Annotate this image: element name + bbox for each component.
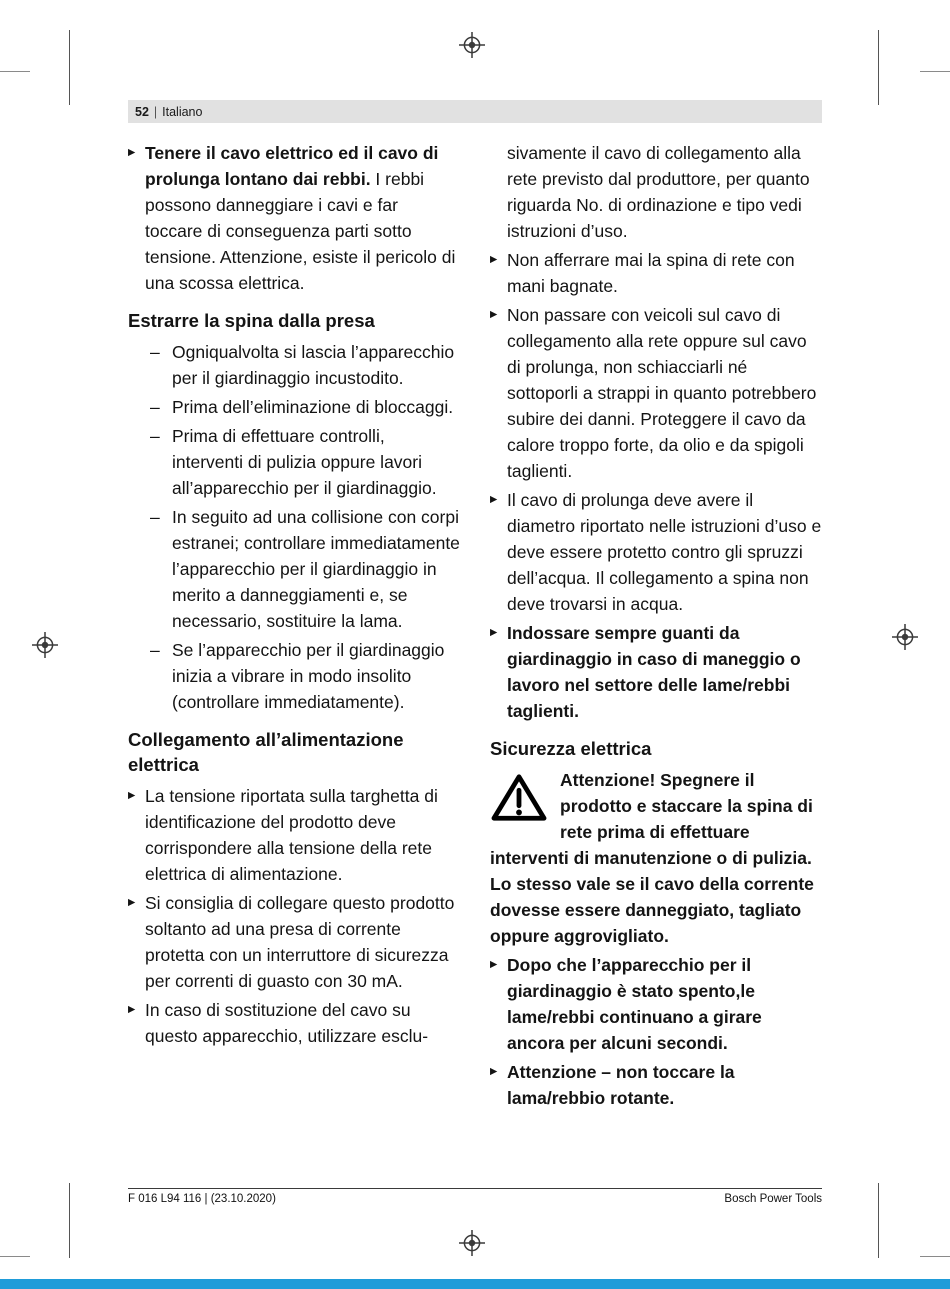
section-heading-unplug: Estrarre la spina dalla presa	[128, 310, 375, 331]
triangle-bullet-icon: ▶	[490, 627, 498, 638]
bullet-item-bold	[490, 620, 822, 724]
dash-marker: –	[150, 507, 160, 527]
triangle-bullet-icon: ▶	[490, 1066, 498, 1077]
bullet-item-bold	[490, 1059, 822, 1111]
bullet-item	[128, 890, 460, 994]
crop-mark	[69, 1183, 70, 1258]
warning-triangle-icon	[490, 772, 548, 824]
dash-item-text: Prima di effettuare controlli, interventi di pulizia oppure lavori all’apparecchio per il giardinaggio.	[172, 426, 437, 498]
language-label: Italiano	[162, 104, 203, 119]
crop-mark	[878, 1183, 879, 1258]
dash-list-item	[150, 637, 460, 715]
bullet-text: Non afferrare mai la spina di rete con mani bagnate.	[507, 250, 795, 296]
dash-marker: –	[150, 397, 160, 417]
bullet-item	[128, 997, 460, 1049]
bullet-item	[490, 487, 822, 617]
crop-mark	[920, 1256, 950, 1257]
bullet-bold-text: Tenere il cavo elettrico ed il cavo di prolunga lontano dai rebbi.	[145, 143, 439, 189]
bullet-text: Indossare sempre guanti da giardinaggio in caso di maneggio o lavoro nel settore delle lame/rebbi taglienti.	[507, 623, 801, 721]
bullet-text: Attenzione – non toccare la lama/rebbio rotante.	[507, 1062, 735, 1108]
bullet-text: Si consiglia di collegare questo prodotto soltanto ad una presa di corrente protetta con un interruttore di sicurezza per correnti di guasto con 30 mA.	[145, 893, 455, 991]
section-heading-power: Collegamento all’alimentazione elettrica	[128, 729, 404, 775]
dash-list-item	[150, 339, 460, 391]
page-number: 52	[135, 104, 149, 119]
dash-item-text: Ogniqualvolta si lascia l’apparecchio per il giardinaggio incustodito.	[172, 342, 455, 388]
bullet-item	[490, 302, 822, 484]
triangle-bullet-icon: ▶	[490, 254, 498, 265]
crop-mark	[0, 71, 30, 72]
bullet-text: La tensione riportata sulla targhetta di identificazione del prodotto deve corrispondere alla tensione della rete elettrica di alimentazione.	[145, 786, 438, 884]
crop-mark	[920, 71, 950, 72]
triangle-bullet-icon: ▶	[128, 147, 136, 158]
dash-marker: –	[150, 640, 160, 660]
crop-mark	[0, 1256, 30, 1257]
dash-marker: –	[150, 426, 160, 446]
warning-text: Attenzione! Spegnere il prodotto e staccare la spina di rete prima di effettuare interventi di manutenzione o di pulizia. Lo stesso vale se il cavo della corrente dovesse essere danneggiato, tagliato oppure aggrovigliato.	[490, 770, 814, 946]
page-content	[128, 100, 822, 1114]
crop-mark	[878, 30, 879, 105]
registration-mark-icon	[459, 1230, 485, 1256]
footer	[128, 1188, 822, 1205]
triangle-bullet-icon: ▶	[128, 790, 136, 801]
dash-list-item	[150, 394, 460, 420]
continuation-paragraph: sivamente il cavo di collegamento alla rete previsto dal produttore, per quanto riguarda No. di ordinazione e tipo vedi istruzioni d’uso.	[507, 143, 810, 241]
footer-brand: Bosch Power Tools	[724, 1193, 822, 1205]
warning-block	[490, 767, 822, 952]
bullet-text: Dopo che l’apparecchio per il giardinaggio è stato spento,le lame/rebbi continuano a girare ancora per alcuni secondi.	[507, 955, 762, 1053]
triangle-bullet-icon: ▶	[490, 959, 498, 970]
bullet-item	[490, 247, 822, 299]
two-column-layout	[128, 140, 822, 1114]
triangle-bullet-icon: ▶	[490, 494, 498, 505]
bullet-item-bold	[490, 952, 822, 1056]
bullet-item	[128, 783, 460, 887]
dash-list-item	[150, 504, 460, 634]
column-right	[490, 140, 822, 1114]
dash-item-text: In seguito ad una collisione con corpi estranei; controllare immediatamente l’apparecchio per il giardinaggio in merito a danneggiamenti e, se necessario, sostituire la lama.	[172, 507, 460, 631]
bullet-text: I rebbi possono danneggiare i cavi e far toccare di conseguenza parti sotto tensione. Attenzione, esiste il pericolo di una scossa elettrica.	[145, 169, 456, 293]
bullet-text: In caso di sostituzione del cavo su questo apparecchio, utilizzare esclu-	[145, 1000, 429, 1046]
crop-mark	[69, 30, 70, 105]
triangle-bullet-icon: ▶	[128, 1004, 136, 1015]
dash-item-text: Prima dell’eliminazione di bloccaggi.	[172, 397, 454, 417]
bottom-color-bar	[0, 1279, 950, 1289]
registration-mark-icon	[459, 32, 485, 58]
bullet-text: Non passare con veicoli sul cavo di collegamento alla rete oppure sul cavo di prolunga, non schiacciarli né sottoporli a strappi in quanto potrebbero subire dei danni. Proteggere il cavo da calore troppo forte, da olio e da spigoli taglienti.	[507, 305, 817, 481]
bullet-item	[128, 140, 460, 296]
dash-item-text: Se l’apparecchio per il giardinaggio inizia a vibrare in modo insolito (controllare immediatamente).	[172, 640, 445, 712]
registration-mark-icon	[892, 624, 918, 650]
column-left	[128, 140, 460, 1114]
triangle-bullet-icon: ▶	[128, 897, 136, 908]
dash-list	[150, 339, 460, 715]
section-heading-electrical: Sicurezza elettrica	[490, 738, 652, 759]
footer-doc-number: F 016 L94 116 | (23.10.2020)	[128, 1193, 276, 1205]
registration-mark-icon	[32, 632, 58, 658]
header-separator: |	[153, 104, 158, 119]
triangle-bullet-icon: ▶	[490, 309, 498, 320]
dash-marker: –	[150, 342, 160, 362]
bullet-text: Il cavo di prolunga deve avere il diametro riportato nelle istruzioni d’uso e deve essere protetto contro gli spruzzi dell’acqua. Il collegamento a spina non deve trovarsi in acqua.	[507, 490, 822, 614]
dash-list-item	[150, 423, 460, 501]
header-bar	[128, 100, 822, 123]
